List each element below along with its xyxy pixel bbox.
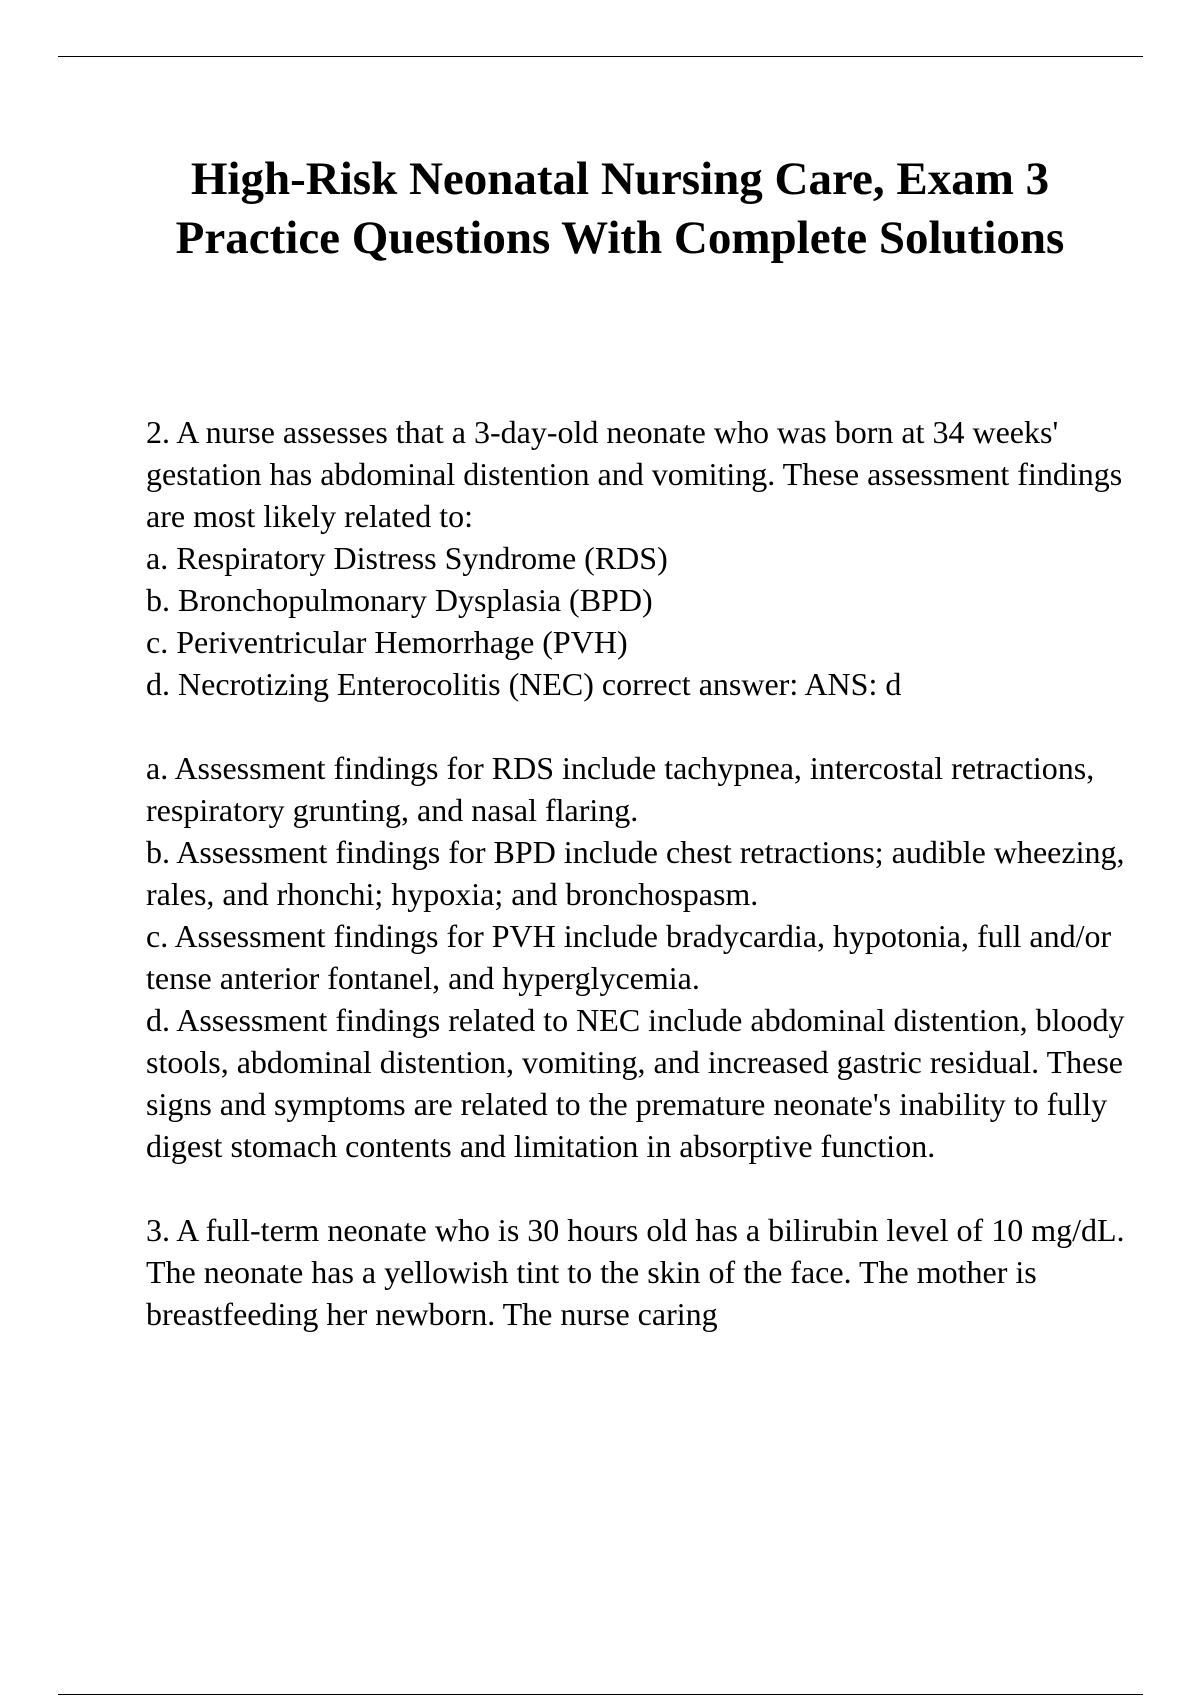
question-2-rationale-d: d. Assessment findings related to NEC include abdominal distention, bloody stools, abdominal distention, vomiting, and increased gastric residual. These signs and symptoms are related to the premature neonate's inability to fully digest stomach contents and limitation in absorptive function. xyxy=(146,1002,1125,1164)
question-2-rationale-a: a. Assessment findings for RDS include tachypnea, intercostal retractions, respiratory grunting, and nasal flaring. xyxy=(146,750,1095,828)
paragraph-gap xyxy=(146,705,1126,747)
bottom-rule xyxy=(58,1694,1143,1695)
question-2-option-d: d. Necrotizing Enterocolitis (NEC) correct answer: ANS: d xyxy=(146,666,902,702)
document-body xyxy=(146,411,1126,1335)
question-2-option-c: c. Periventricular Hemorrhage (PVH) xyxy=(146,624,628,660)
question-3-stem: 3. A full-term neonate who is 30 hours old has a bilirubin level of 10 mg/dL. The neonate has a yellowish tint to the skin of the face. The mother is breastfeeding her newborn. The nurse caring xyxy=(146,1212,1125,1332)
question-2-stem: 2. A nurse assesses that a 3-day-old neonate who was born at 34 weeks' gestation has abdominal distention and vomiting. These assessment findings are most likely related to: xyxy=(146,414,1123,534)
question-2-option-b: b. Bronchopulmonary Dysplasia (BPD) xyxy=(146,582,653,618)
question-2-rationale-b: b. Assessment findings for BPD include chest retractions; audible wheezing, rales, and rhonchi; hypoxia; and bronchospasm. xyxy=(146,834,1125,912)
question-2-option-a: a. Respiratory Distress Syndrome (RDS) xyxy=(146,540,668,576)
paragraph-gap xyxy=(146,1167,1126,1209)
top-rule xyxy=(58,56,1143,57)
question-2-rationale-c: c. Assessment findings for PVH include bradycardia, hypotonia, full and/or tense anterior fontanel, and hyperglycemia. xyxy=(146,918,1112,996)
document-title: High-Risk Neonatal Nursing Care, Exam 3 Practice Questions With Complete Solutions xyxy=(175,153,1065,264)
